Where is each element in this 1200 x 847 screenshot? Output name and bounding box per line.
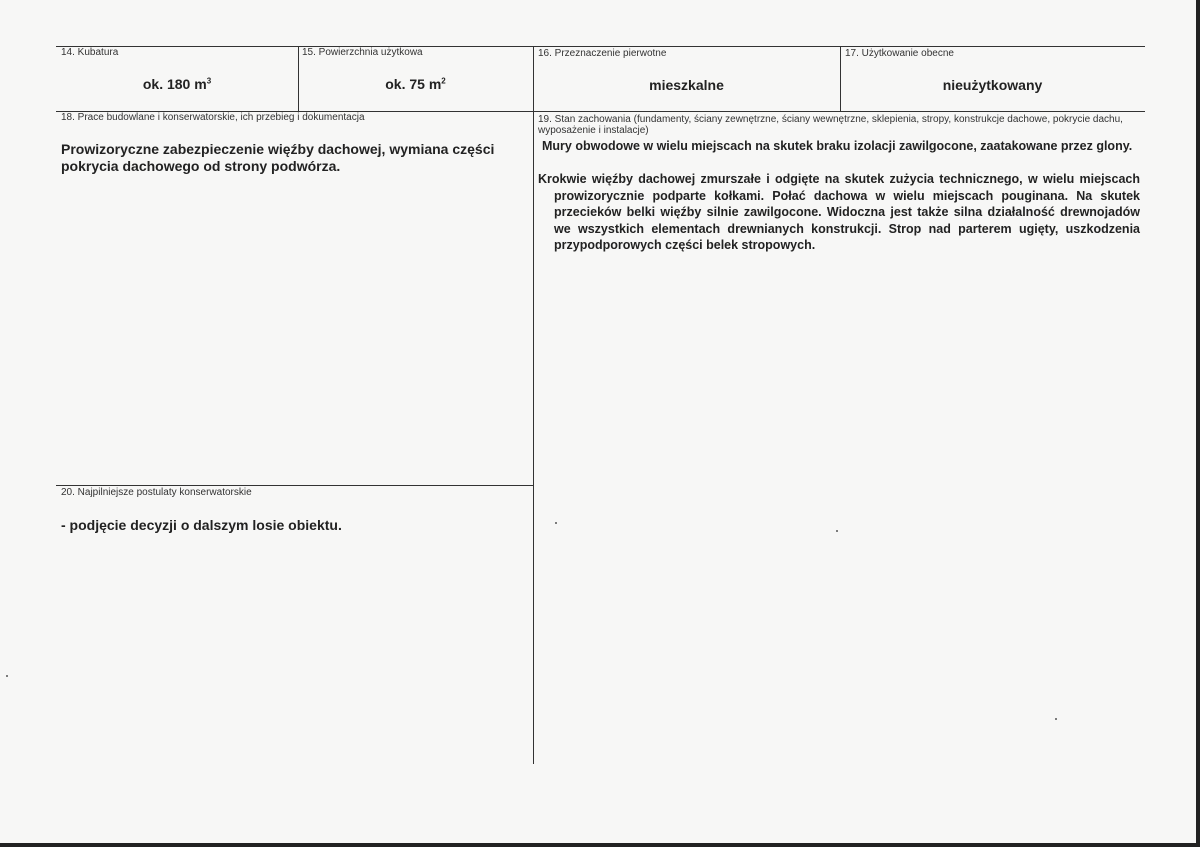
scan-speck (555, 522, 557, 524)
scan-speck (836, 530, 838, 532)
kubatura-value-text: ok. 180 m (142, 76, 207, 92)
uzytkowanie-label: 17. Użytkowanie obecne (845, 48, 954, 59)
stan-label: 19. Stan zachowania (fundamenty, ściany zewnętrzne, ściany wewnętrzne, sklepienia, stropy, konstrukcje dachowe, pokrycie dachu, wyposażenie i instalacje) (538, 114, 1123, 136)
kubatura-value (56, 76, 298, 92)
powierzchnia-exponent: 2 (441, 76, 446, 86)
powierzchnia-value-text: ok. 75 m (385, 76, 442, 92)
scan-speck (6, 675, 8, 677)
stan-paragraph-1: Mury obwodowe w wielu miejscach na skutek braku izolacji zawilgocone, zaatakowane przez glony. (542, 139, 1133, 153)
col-divider-main (533, 46, 534, 764)
top-row-rule (56, 46, 1145, 47)
stan-paragraph-2: Krokwie więźby dachowej zmurszałe i odgięte na skutek zużycia technicznego, w wielu miejscach prowizorycznie podparte kołkami. Połać dachowa w wielu miejscach pouginana. Na skutek przecieków belki więźby silnie zawilgocone. Widoczna jest także silna działalność drewnojadów we wszystkich elementach drewnianych konstrukcji. Strop nad parterem ugięty, uszkodzenia przypodporowych części belek stropowych. (538, 172, 1140, 252)
przeznaczenie-label: 16. Przeznaczenie pierwotne (538, 48, 667, 59)
przeznaczenie-value: mieszkalne (649, 77, 724, 93)
uzytkowanie-value: nieużytkowany (942, 77, 1043, 93)
kubatura-label: 14. Kubatura (61, 47, 119, 58)
postulaty-text: - podjęcie decyzji o dalszym losie obiektu. (61, 517, 342, 533)
powierzchnia-value (298, 76, 533, 92)
kubatura-exponent: 3 (206, 76, 212, 86)
powierzchnia-label: 15. Powierzchnia użytkowa (302, 47, 423, 58)
section-20-rule (56, 485, 533, 486)
scan-speck (1055, 718, 1057, 720)
prace-text: Prowizoryczne zabezpieczenie więźby dachowej, wymiana części pokrycia dachowego od strony podwórza. (61, 141, 495, 174)
prace-label: 18. Prace budowlane i konserwatorskie, ich przebieg i dokumentacja (61, 112, 365, 123)
postulaty-label: 20. Najpilniejsze postulaty konserwatorskie (61, 487, 252, 498)
